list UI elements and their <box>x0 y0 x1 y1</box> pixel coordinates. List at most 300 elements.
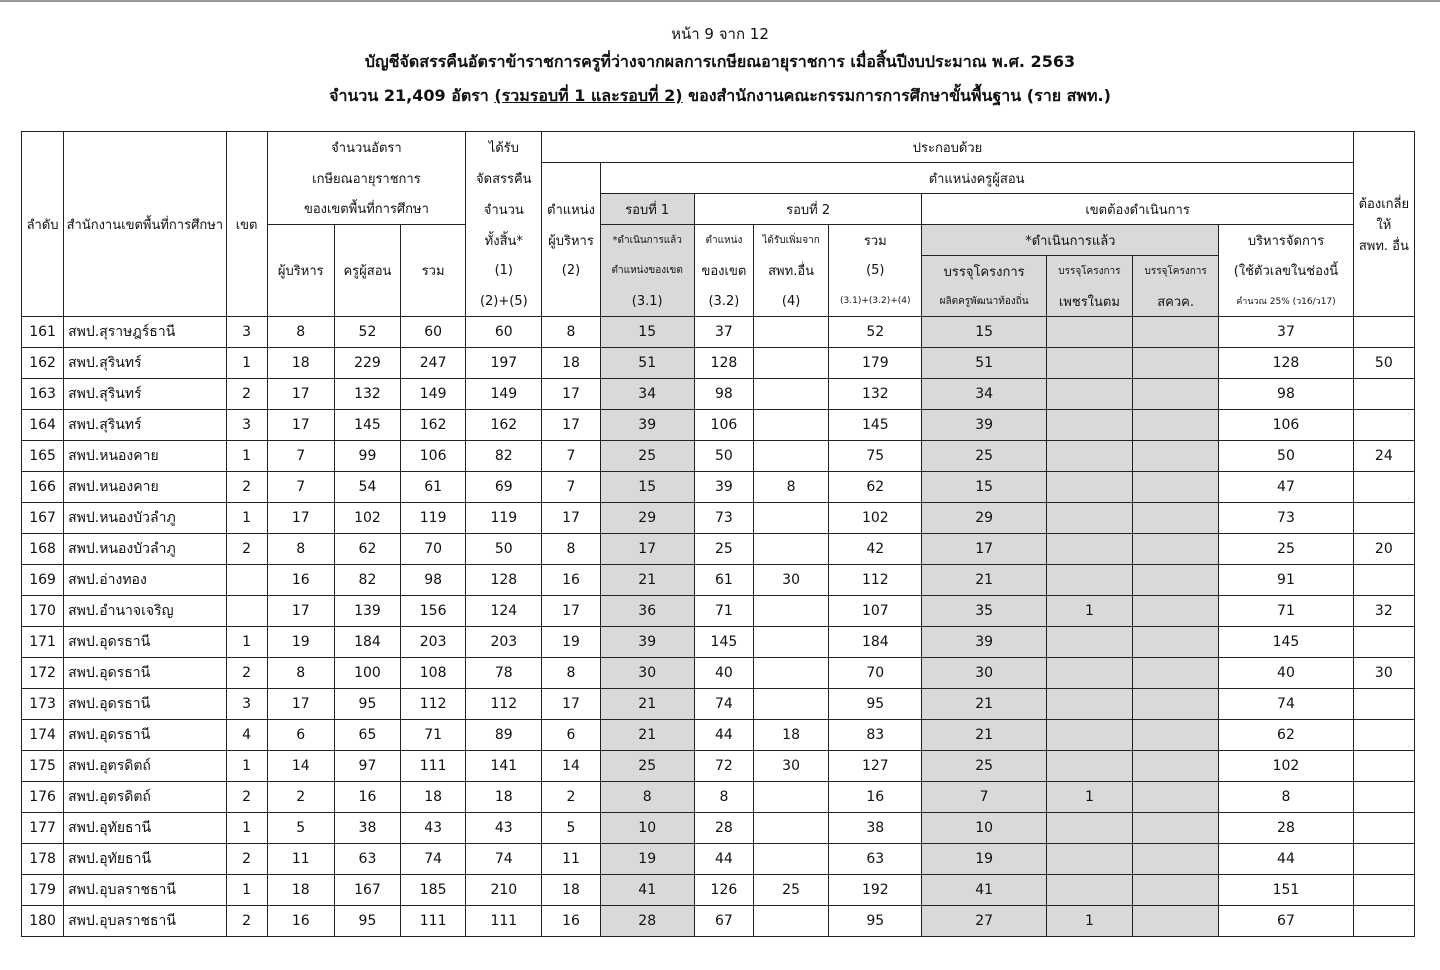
table-cell: 17 <box>267 689 334 720</box>
col-consist: ประกอบด้วย <box>542 132 1353 163</box>
col-sum-l3: (3.1)+(3.2)+(4) <box>829 286 922 317</box>
table-cell: 111 <box>401 906 466 937</box>
table-cell: 14 <box>267 751 334 782</box>
table-cell: 69 <box>466 472 542 503</box>
table-header <box>22 132 1415 317</box>
table-cell <box>1353 565 1414 596</box>
table-cell: 6 <box>267 720 334 751</box>
table-cell: 67 <box>694 906 753 937</box>
col-p1-l1: บรรจุโครงการ <box>922 256 1046 287</box>
table-cell: 126 <box>694 875 753 906</box>
table-cell <box>226 565 267 596</box>
table-cell: 164 <box>22 410 64 441</box>
table-body <box>22 317 1415 937</box>
table-row <box>22 565 1415 596</box>
table-cell: 7 <box>922 782 1046 813</box>
table-cell: 73 <box>1219 503 1353 534</box>
table-cell <box>1133 906 1219 937</box>
col-retire-l3: ของเขตพื้นที่การศึกษา <box>267 194 466 225</box>
table-cell: 30 <box>1353 658 1414 689</box>
table-cell <box>1046 472 1132 503</box>
table-cell: 29 <box>922 503 1046 534</box>
table-cell: 17 <box>267 379 334 410</box>
table-cell: 28 <box>600 906 694 937</box>
allocation-table <box>21 131 1415 937</box>
table-cell: 17 <box>267 503 334 534</box>
table-cell: 1 <box>226 813 267 844</box>
table-cell: 21 <box>922 689 1046 720</box>
table-cell: 2 <box>226 844 267 875</box>
table-cell: 3 <box>226 410 267 441</box>
table-cell: 28 <box>694 813 753 844</box>
table-cell: 16 <box>542 906 600 937</box>
table-cell: 65 <box>334 720 400 751</box>
table-cell <box>1133 472 1219 503</box>
table-cell: 8 <box>267 534 334 565</box>
table-cell: 8 <box>753 472 828 503</box>
table-cell <box>753 596 828 627</box>
table-cell: 50 <box>1353 348 1414 379</box>
table-cell: 16 <box>267 906 334 937</box>
col-p3-l2: สควค. <box>1133 286 1219 317</box>
table-cell: 145 <box>694 627 753 658</box>
table-cell <box>1353 689 1414 720</box>
table-cell: 70 <box>401 534 466 565</box>
col-r1-l3: (3.1) <box>600 286 694 317</box>
table-row <box>22 596 1415 627</box>
table-cell: สพป.อุทัยธานี <box>64 813 226 844</box>
table-cell: 17 <box>542 410 600 441</box>
table-cell: 17 <box>922 534 1046 565</box>
table-cell: 42 <box>829 534 922 565</box>
table-cell: 168 <box>22 534 64 565</box>
table-cell: สพป.อุบลราชธานี <box>64 875 226 906</box>
table-cell: 162 <box>466 410 542 441</box>
table-cell: 8 <box>267 658 334 689</box>
table-cell: 95 <box>334 906 400 937</box>
table-cell: 15 <box>922 317 1046 348</box>
table-cell: 17 <box>600 534 694 565</box>
table-cell: 106 <box>401 441 466 472</box>
table-cell: 175 <box>22 751 64 782</box>
table-cell: 1 <box>1046 782 1132 813</box>
table-cell: 50 <box>466 534 542 565</box>
table-cell: 36 <box>600 596 694 627</box>
col-sum-l1: รวม <box>829 225 922 256</box>
table-cell: 132 <box>334 379 400 410</box>
table-row <box>22 627 1415 658</box>
table-cell: 37 <box>1219 317 1353 348</box>
table-cell: 61 <box>401 472 466 503</box>
table-cell: 75 <box>829 441 922 472</box>
table-row <box>22 534 1415 565</box>
table-cell: 95 <box>829 689 922 720</box>
col-r1-l2: ตำแหน่งของเขต <box>600 256 694 287</box>
col-mgmt-l3: คำนวณ 25% (ว16/ว17) <box>1219 286 1353 317</box>
table-cell: 25 <box>600 441 694 472</box>
table-cell: 70 <box>829 658 922 689</box>
col-r2b-l1: ได้รับเพิ่มจาก <box>753 225 828 256</box>
table-cell <box>1133 782 1219 813</box>
table-row <box>22 348 1415 379</box>
col-order: ลำดับ <box>22 132 64 317</box>
table-cell: สพป.อุดรธานี <box>64 658 226 689</box>
table-cell: 18 <box>753 720 828 751</box>
table-cell: 102 <box>1219 751 1353 782</box>
table-cell: 2 <box>542 782 600 813</box>
col-admin: ผู้บริหาร <box>267 225 334 317</box>
table-cell: 16 <box>267 565 334 596</box>
table-cell: 178 <box>22 844 64 875</box>
table-cell: 163 <box>22 379 64 410</box>
table-cell: 3 <box>226 317 267 348</box>
table-cell: 16 <box>829 782 922 813</box>
document-title: บัญชีจัดสรรคืนอัตราข้าราชการครูที่ว่างจากผลการเกษียณอายุราชการ เมื่อสิ้นปีงบประมาณ พ.ศ. 2563 <box>364 52 1076 71</box>
table-cell <box>1046 317 1132 348</box>
table-cell <box>753 627 828 658</box>
table-cell: 7 <box>267 472 334 503</box>
table-cell: 14 <box>542 751 600 782</box>
table-cell: 106 <box>694 410 753 441</box>
col-r1-l1: *ดำเนินการแล้ว <box>600 225 694 256</box>
table-cell: 17 <box>542 379 600 410</box>
table-cell: 106 <box>1219 410 1353 441</box>
table-cell <box>753 844 828 875</box>
table-cell: 8 <box>600 782 694 813</box>
col-sum-l2: (5) <box>829 256 922 287</box>
table-cell: 98 <box>1219 379 1353 410</box>
table-cell: 30 <box>922 658 1046 689</box>
table-cell: 210 <box>466 875 542 906</box>
table-row <box>22 751 1415 782</box>
table-cell: สพป.อุตรดิตถ์ <box>64 751 226 782</box>
table-cell: 1 <box>1046 906 1132 937</box>
table-cell: 18 <box>401 782 466 813</box>
table-cell: 21 <box>600 720 694 751</box>
table-cell: 8 <box>542 317 600 348</box>
col-done: *ดำเนินการแล้ว <box>922 225 1219 256</box>
table-cell: 21 <box>922 565 1046 596</box>
table-cell: 197 <box>466 348 542 379</box>
table-cell: 82 <box>466 441 542 472</box>
table-cell: 18 <box>542 875 600 906</box>
table-cell: 39 <box>922 410 1046 441</box>
table-cell: 161 <box>22 317 64 348</box>
table-row <box>22 844 1415 875</box>
table-cell: 247 <box>401 348 466 379</box>
table-row <box>22 503 1415 534</box>
table-cell: 19 <box>267 627 334 658</box>
col-p1-l2: ผลิตครูพัฒนาท้องถิ่น <box>922 286 1046 317</box>
table-row <box>22 813 1415 844</box>
table-cell: 145 <box>1219 627 1353 658</box>
table-cell: 41 <box>922 875 1046 906</box>
table-cell: 167 <box>22 503 64 534</box>
table-cell: 62 <box>334 534 400 565</box>
table-cell: 112 <box>466 689 542 720</box>
table-cell: 19 <box>542 627 600 658</box>
table-cell: 73 <box>694 503 753 534</box>
table-cell: 2 <box>226 379 267 410</box>
table-cell: 39 <box>694 472 753 503</box>
table-cell: 30 <box>753 565 828 596</box>
table-cell: 8 <box>694 782 753 813</box>
col-alloc-l1: ได้รับ <box>466 132 542 163</box>
table-cell: 1 <box>226 348 267 379</box>
table-cell: 43 <box>401 813 466 844</box>
table-cell: 44 <box>694 720 753 751</box>
table-cell <box>753 906 828 937</box>
table-cell: 174 <box>22 720 64 751</box>
table-cell <box>1133 875 1219 906</box>
table-cell: 91 <box>1219 565 1353 596</box>
table-cell: 54 <box>334 472 400 503</box>
table-cell: 74 <box>1219 689 1353 720</box>
table-cell: 15 <box>922 472 1046 503</box>
table-cell <box>1353 813 1414 844</box>
table-cell: 184 <box>334 627 400 658</box>
table-cell: 171 <box>22 627 64 658</box>
col-r2a-l2: ของเขต <box>694 256 753 287</box>
table-cell: 2 <box>226 534 267 565</box>
table-cell: 111 <box>401 751 466 782</box>
table-cell: 179 <box>22 875 64 906</box>
table-cell <box>753 782 828 813</box>
table-cell: 21 <box>600 689 694 720</box>
table-cell <box>1353 751 1414 782</box>
table-cell <box>1046 751 1132 782</box>
table-cell: สพป.หนองคาย <box>64 441 226 472</box>
table-cell: 18 <box>466 782 542 813</box>
table-cell: สพป.อุทัยธานี <box>64 844 226 875</box>
table-cell <box>1133 503 1219 534</box>
table-cell: 145 <box>334 410 400 441</box>
table-cell <box>753 348 828 379</box>
col-p2-l2: เพชรในตม <box>1046 286 1132 317</box>
table-cell: 71 <box>1219 596 1353 627</box>
table-cell: 8 <box>542 534 600 565</box>
table-cell: 141 <box>466 751 542 782</box>
table-cell: 98 <box>401 565 466 596</box>
table-cell: 25 <box>753 875 828 906</box>
table-cell: 17 <box>267 410 334 441</box>
table-cell: 25 <box>694 534 753 565</box>
table-cell: 15 <box>600 472 694 503</box>
table-cell: สพป.อุดรธานี <box>64 627 226 658</box>
table-cell: 34 <box>600 379 694 410</box>
col-pos-l2: ผู้บริหาร <box>542 225 600 256</box>
table-cell: 98 <box>694 379 753 410</box>
table-cell: 1 <box>226 751 267 782</box>
table-cell: 2 <box>226 906 267 937</box>
table-cell: 44 <box>1219 844 1353 875</box>
table-cell: 166 <box>22 472 64 503</box>
table-cell: 2 <box>267 782 334 813</box>
table-cell: 39 <box>600 410 694 441</box>
table-cell <box>753 410 828 441</box>
table-cell <box>1353 906 1414 937</box>
table-cell: 167 <box>334 875 400 906</box>
table-cell: 71 <box>401 720 466 751</box>
table-cell: 124 <box>466 596 542 627</box>
table-cell: 119 <box>401 503 466 534</box>
table-cell: 40 <box>1219 658 1353 689</box>
col-p2-l1: บรรจุโครงการ <box>1046 256 1132 287</box>
table-cell: 127 <box>829 751 922 782</box>
table-cell <box>1133 348 1219 379</box>
table-cell <box>1353 317 1414 348</box>
table-cell <box>1133 317 1219 348</box>
table-cell: 37 <box>694 317 753 348</box>
table-cell: 128 <box>466 565 542 596</box>
table-cell: 51 <box>922 348 1046 379</box>
table-cell: 74 <box>466 844 542 875</box>
table-cell: 145 <box>829 410 922 441</box>
col-retire-l2: เกษียณอายุราชการ <box>267 163 466 194</box>
table-row <box>22 720 1415 751</box>
table-cell: 52 <box>829 317 922 348</box>
table-cell: 62 <box>1219 720 1353 751</box>
table-cell: สพป.หนองบัวลำภู <box>64 534 226 565</box>
table-cell: 63 <box>829 844 922 875</box>
col-total: รวม <box>401 225 466 317</box>
table-cell <box>1133 627 1219 658</box>
col-zone: เขต <box>226 132 267 317</box>
table-row <box>22 875 1415 906</box>
table-cell: 40 <box>694 658 753 689</box>
table-cell: 34 <box>922 379 1046 410</box>
table-cell: 7 <box>267 441 334 472</box>
table-cell <box>1046 348 1132 379</box>
table-cell: 112 <box>401 689 466 720</box>
table-cell: 39 <box>922 627 1046 658</box>
table-cell: 180 <box>22 906 64 937</box>
table-cell: 179 <box>829 348 922 379</box>
table-cell: 173 <box>22 689 64 720</box>
col-zone-action: เขตต้องดำเนินการ <box>922 194 1353 225</box>
col-alloc-l4: ทั้งสิ้น* <box>466 225 542 256</box>
table-cell <box>753 689 828 720</box>
table-cell: 39 <box>600 627 694 658</box>
table-cell: 47 <box>1219 472 1353 503</box>
col-retire-l1: จำนวนอัตรา <box>267 132 466 163</box>
table-cell: 1 <box>226 875 267 906</box>
table-cell: 17 <box>542 689 600 720</box>
table-cell <box>753 658 828 689</box>
table-cell: สพป.อำนาจเจริญ <box>64 596 226 627</box>
table-row <box>22 379 1415 410</box>
table-cell: 184 <box>829 627 922 658</box>
table-cell: 112 <box>829 565 922 596</box>
table-cell: 52 <box>334 317 400 348</box>
table-cell: 99 <box>334 441 400 472</box>
col-round2: รอบที่ 2 <box>694 194 922 225</box>
table-row <box>22 658 1415 689</box>
table-cell <box>1353 627 1414 658</box>
table-cell: 170 <box>22 596 64 627</box>
col-alloc-l2: จัดสรรคืน <box>466 163 542 194</box>
table-row <box>22 441 1415 472</box>
table-cell: 74 <box>401 844 466 875</box>
table-cell: 128 <box>1219 348 1353 379</box>
table-cell: 19 <box>600 844 694 875</box>
table-cell: 25 <box>600 751 694 782</box>
table-cell: 89 <box>466 720 542 751</box>
table-cell <box>1133 534 1219 565</box>
table-cell: สพป.สุราษฎร์ธานี <box>64 317 226 348</box>
table-cell: 169 <box>22 565 64 596</box>
table-cell <box>753 441 828 472</box>
table-cell <box>1046 410 1132 441</box>
col-teacher: ครูผู้สอน <box>334 225 400 317</box>
table-cell <box>1353 472 1414 503</box>
table-cell: 3 <box>226 689 267 720</box>
col-pos-l3: (2) <box>542 256 600 287</box>
table-cell <box>1133 813 1219 844</box>
table-cell: 28 <box>1219 813 1353 844</box>
table-cell: 20 <box>1353 534 1414 565</box>
table-cell: สพป.อุดรธานี <box>64 689 226 720</box>
table-cell <box>753 534 828 565</box>
table-cell <box>1046 534 1132 565</box>
table-cell: 50 <box>694 441 753 472</box>
table-cell: 10 <box>922 813 1046 844</box>
table-cell: 102 <box>829 503 922 534</box>
table-cell: 19 <box>922 844 1046 875</box>
table-cell: 41 <box>600 875 694 906</box>
table-cell: 185 <box>401 875 466 906</box>
table-cell <box>1046 503 1132 534</box>
table-cell: 7 <box>542 441 600 472</box>
table-cell: 16 <box>542 565 600 596</box>
table-cell: สพป.หนองบัวลำภู <box>64 503 226 534</box>
table-cell <box>1133 596 1219 627</box>
table-cell: 177 <box>22 813 64 844</box>
table-cell <box>1046 658 1132 689</box>
table-cell: 43 <box>466 813 542 844</box>
table-cell <box>1046 689 1132 720</box>
table-cell: 63 <box>334 844 400 875</box>
table-cell <box>1353 875 1414 906</box>
table-cell: 192 <box>829 875 922 906</box>
table-cell: 67 <box>1219 906 1353 937</box>
table-cell <box>1133 441 1219 472</box>
table-cell: 1 <box>226 441 267 472</box>
table-cell: 44 <box>694 844 753 875</box>
table-cell: 61 <box>694 565 753 596</box>
table-cell <box>1133 658 1219 689</box>
table-cell: 95 <box>334 689 400 720</box>
table-cell: 6 <box>542 720 600 751</box>
table-cell: 203 <box>401 627 466 658</box>
col-pos-blank2 <box>542 286 600 317</box>
table-cell <box>1353 720 1414 751</box>
table-cell <box>1353 410 1414 441</box>
table-cell: 21 <box>922 720 1046 751</box>
table-cell <box>1046 627 1132 658</box>
table-cell: 21 <box>600 565 694 596</box>
table-cell: 5 <box>267 813 334 844</box>
table-cell: 203 <box>466 627 542 658</box>
table-cell: 1 <box>226 503 267 534</box>
col-r2b-l3: (4) <box>753 286 828 317</box>
table-cell: 18 <box>267 875 334 906</box>
table-cell: 176 <box>22 782 64 813</box>
table-cell: 82 <box>334 565 400 596</box>
table-cell: 72 <box>694 751 753 782</box>
table-row <box>22 410 1415 441</box>
col-alloc-l5: (1) <box>466 256 542 287</box>
